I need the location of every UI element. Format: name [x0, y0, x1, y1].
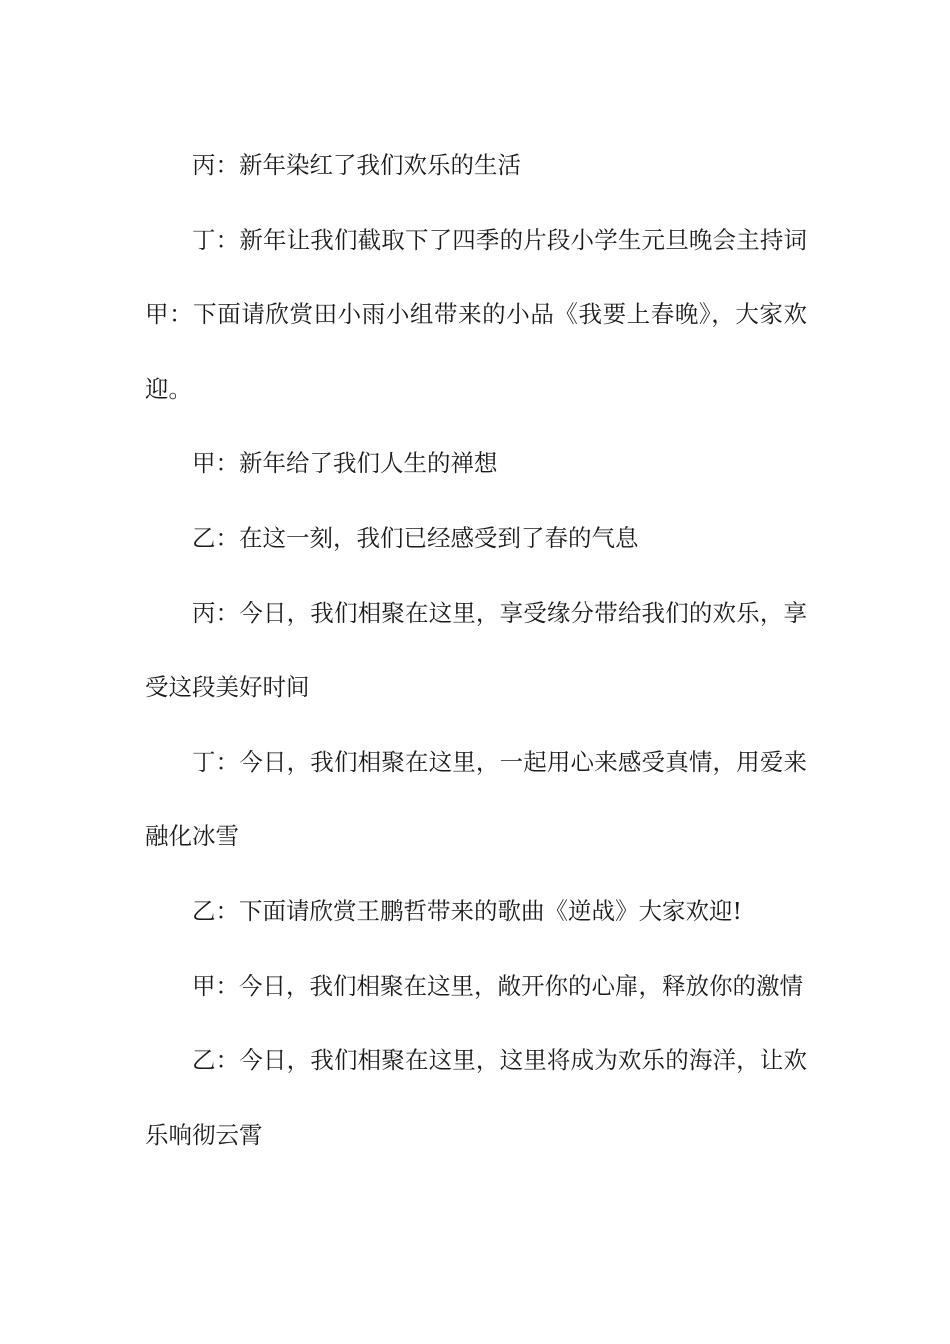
paragraph-9: 乙：今日，我们相聚在这里，这里将成为欢乐的海洋，让欢乐响彻云霄 — [145, 1046, 807, 1149]
paragraph-2: 丁：新年让我们截取下了四季的片段小学生元旦晚会主持词甲：下面请欣赏田小雨小组带来的小品《我要上春晚》，大家欢迎。 — [145, 225, 807, 403]
paragraph-8: 甲：今日，我们相聚在这里，敞开你的心扉，释放你的激情 — [192, 971, 803, 1000]
paragraph-3: 甲：新年给了我们人生的禅想 — [192, 449, 498, 478]
paragraph-7: 乙：下面请欣赏王鹏哲带来的歌曲《逆战》大家欢迎! — [192, 896, 742, 925]
document-body — [145, 128, 807, 1172]
paragraph-5: 丙：今日，我们相聚在这里，享受缘分带给我们的欢乐，享受这段美好时间 — [145, 598, 807, 702]
paragraph-1: 丙：新年染红了我们欢乐的生活 — [192, 151, 521, 179]
paragraph-6: 丁：今日，我们相聚在这里，一起用心来感受真情，用爱来融化冰雪 — [145, 747, 807, 851]
paragraph-4: 乙：在这一刻，我们已经感受到了春的气息 — [192, 523, 639, 552]
